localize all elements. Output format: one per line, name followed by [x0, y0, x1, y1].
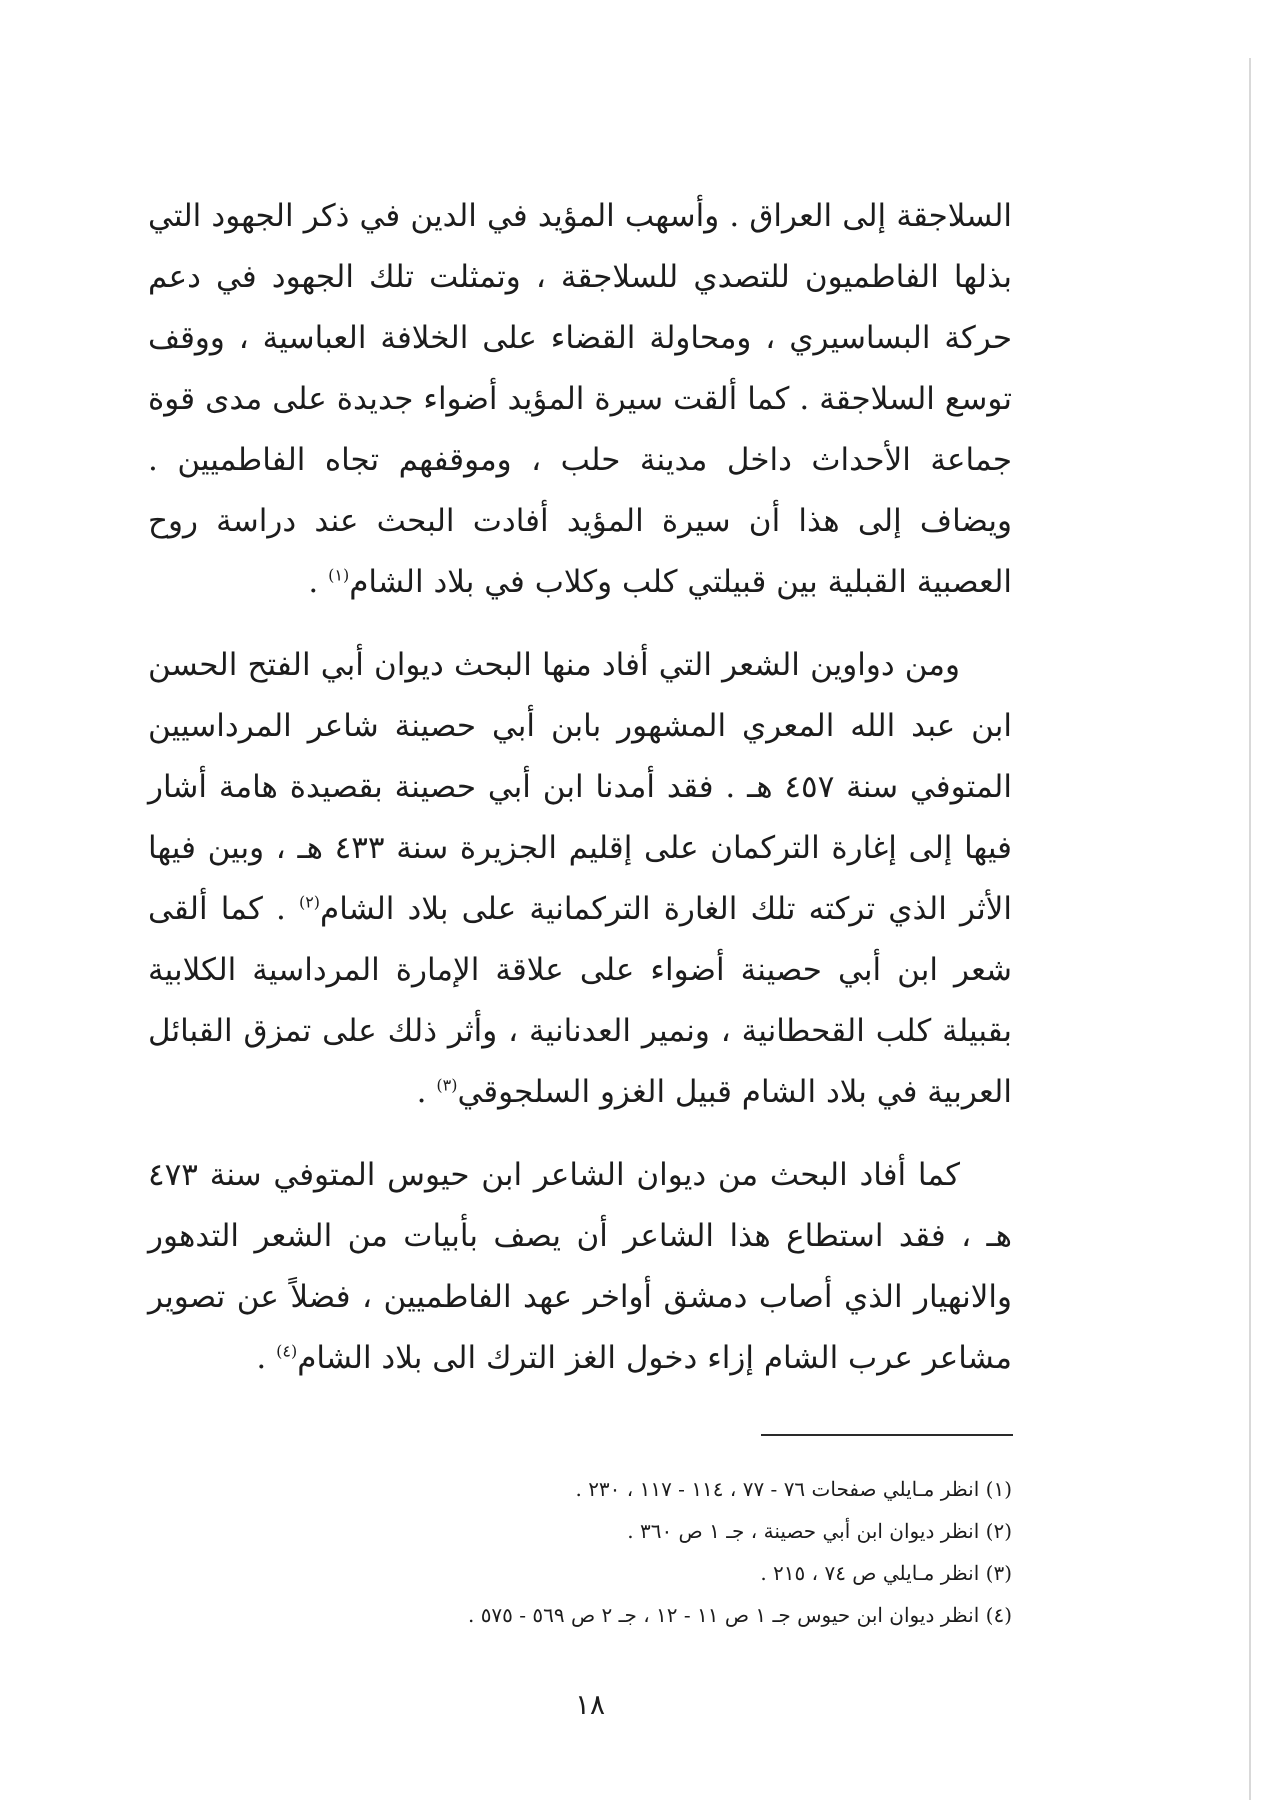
footnote-ref-2: (٢): [298, 892, 321, 912]
paragraph-3: [148, 1145, 1012, 1389]
paragraph-1: [148, 186, 1012, 613]
footnote-ref-3: (٣): [436, 1075, 458, 1095]
footnotes: [148, 1468, 1012, 1636]
footnote-separator: [761, 1434, 1013, 1436]
page-edge-shadow: [1249, 58, 1251, 1800]
page-number: ١٨: [574, 1688, 606, 1721]
paragraph-2-text-a: ومن دواوين الشعر التي أفاد منها البحث ديوان أبي الفتح الحسن ابن عبد الله المعري المشهور بابن أبي حصينة شاعر المرداسيين المتوفي سنة ٤٥٧ هـ . فقد أمدنا ابن أبي حصينة بقصيدة هامة أشار فيها إلى إغارة التركمان على إقليم الجزيرة سنة ٤٣٣ هـ ، وبين فيها الأثر الذي تركته تلك الغارة التركمانية على بلاد الشام: [148, 647, 1012, 927]
paragraph-2-text-b: . كما ألقى شعر ابن أبي حصينة أضواء على علاقة الإمارة المرداسية الكلابية بقبيلة كلب القحطانية ، ونمير العدنانية ، وأثر ذلك على تمزق القبائل العربية في بلاد الشام قبيل الغزو السلجوقي: [148, 891, 1012, 1110]
paragraph-gap: [148, 1123, 1012, 1145]
footnote-ref-1: (١): [328, 565, 350, 585]
footnote-ref-4: (٤): [276, 1341, 298, 1361]
paragraph-1-end: .: [308, 564, 329, 600]
main-text: [148, 186, 1012, 1389]
paragraph-3-text: كما أفاد البحث من ديوان الشاعر ابن حيوس المتوفي سنة ٤٧٣ هـ ، فقد استطاع هذا الشاعر أن يصف بأبيات من الشعر التدهور والانهيار الذي أصاب دمشق أواخر عهد الفاطميين ، فضلاً عن تصوير مشاعر عرب الشام إزاء دخول الغز الترك الى بلاد الشام: [148, 1157, 1012, 1376]
footnote-3: (٣) انظر مـايلي ص ٧٤ ، ٢١٥ .: [760, 1561, 1012, 1585]
paragraph-gap: [148, 613, 1012, 635]
paragraph-2-end: .: [416, 1074, 437, 1110]
footnote-4: (٤) انظر ديوان ابن حيوس جـ ١ ص ١١ - ١٢ ، جـ ٢ ص ٥٦٩ - ٥٧٥ .: [467, 1603, 1012, 1627]
footnote-1: (١) انظر مـايلي صفحات ٧٦ - ٧٧ ، ١١٤ - ١١٧ ، ٢٣٠ .: [575, 1477, 1012, 1501]
footnote-2: (٢) انظر ديوان ابن أبي حصينة ، جـ ١ ص ٣٦٠ .: [627, 1519, 1012, 1543]
paragraph-3-end: .: [256, 1340, 277, 1376]
paragraph-1-text: السلاجقة إلى العراق . وأسهب المؤيد في الدين في ذكر الجهود التي بذلها الفاطميون للتصدي للسلاجقة ، وتمثلت تلك الجهود في دعم حركة البساسيري ، ومحاولة القضاء على الخلافة العباسية ، ووقف توسع السلاجقة . كما ألقت سيرة المؤيد أضواء جديدة على مدى قوة جماعة الأحداث داخل مدينة حلب ، وموقفهم تجاه الفاطميين . ويضاف إلى هذا أن سيرة المؤيد أفادت البحث عند دراسة روح العصبية القبلية بين قبيلتي كلب وكلاب في بلاد الشام: [148, 198, 1012, 600]
paragraph-2: [148, 635, 1012, 1123]
